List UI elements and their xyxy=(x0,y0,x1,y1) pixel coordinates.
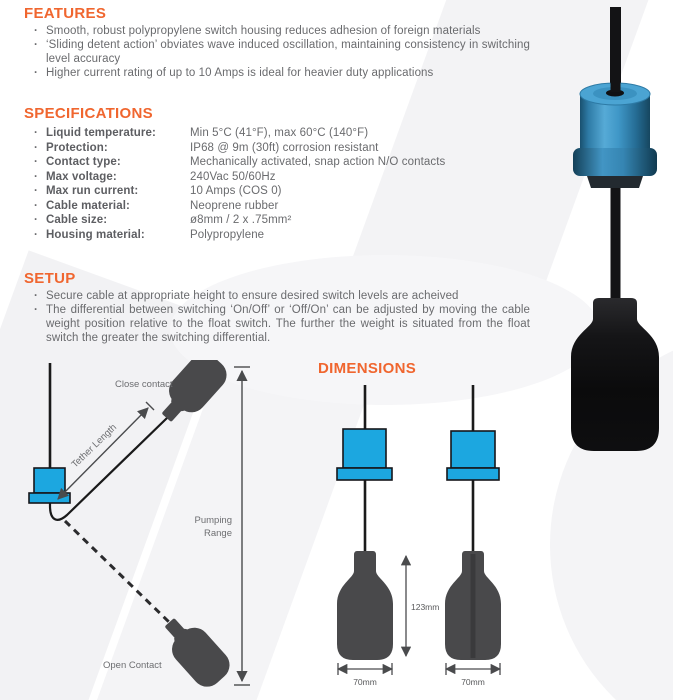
bullet-dot xyxy=(34,155,38,170)
bullet-dot xyxy=(34,126,38,141)
dimensions-diagram xyxy=(330,378,520,693)
spec-label: Housing material: xyxy=(46,228,145,241)
cable-weight xyxy=(29,468,70,503)
spec-label: Max run current: xyxy=(46,185,139,197)
setup-item: · Secure cable at appropriate height to ensure desired switch levels are acheived xyxy=(34,289,530,303)
specifications-list xyxy=(34,126,554,242)
spec-value: Mechanically activated, snap action N/O contacts xyxy=(190,156,446,168)
spec-row xyxy=(34,155,554,170)
cable-weight-flange xyxy=(29,493,70,503)
feature-item: · Smooth, robust polypropylene switch housing reduces adhesion of foreign materials xyxy=(34,24,530,38)
spec-row xyxy=(34,184,554,199)
width-dimension-label-right: 70mm xyxy=(461,677,485,687)
spec-row xyxy=(34,213,554,228)
tether-length-arrow xyxy=(58,408,148,499)
product-photo xyxy=(540,0,673,500)
spec-label: Max voltage: xyxy=(46,170,117,183)
feature-item: · Higher current rating of up to 10 Amps is ideal for heavier duty applications xyxy=(34,66,530,80)
pumping-range-label-line1: Pumping xyxy=(194,515,232,526)
features-heading: FEATURES xyxy=(24,5,107,22)
feature-item: · ‘Sliding detent action’ obviates wave induced oscillation, maintaining consistency in switching level accuracy xyxy=(34,38,530,66)
spec-value: 10 Amps (COS 0) xyxy=(190,185,282,197)
setup-section xyxy=(24,271,76,287)
spec-label: Cable material: xyxy=(46,199,130,212)
dimensions-heading: DIMENSIONS xyxy=(318,360,417,377)
cable-into-weight xyxy=(611,80,621,92)
cable-weight-render xyxy=(573,80,657,188)
cable-weight-body xyxy=(451,431,495,468)
features-list xyxy=(34,24,530,80)
spec-row xyxy=(34,141,554,156)
pumping-range-label-line2: Range xyxy=(204,528,232,539)
cable-weight-flange xyxy=(447,468,499,480)
setup-diagram xyxy=(20,360,260,695)
float-render-body xyxy=(571,298,659,451)
spec-label: Cable size: xyxy=(46,214,108,226)
bullet-dot xyxy=(34,141,38,156)
cable-mid xyxy=(611,186,621,302)
specifications-section xyxy=(24,106,153,122)
cable-weight-flange xyxy=(337,468,392,480)
spec-row xyxy=(34,228,554,243)
spec-label: Liquid temperature: xyxy=(46,127,156,139)
bullet-dot xyxy=(34,184,38,199)
spec-value: IP68 @ 9m (30ft) corrosion resistant xyxy=(190,141,379,154)
spec-label: Protection: xyxy=(46,141,108,154)
bullet-dot xyxy=(34,213,38,228)
setup-list xyxy=(34,289,530,345)
float-body-front xyxy=(337,551,393,660)
bullet-dot xyxy=(34,199,38,214)
spec-label: Contact type: xyxy=(46,156,121,168)
cable-weight-body xyxy=(34,468,65,493)
dimensions-section xyxy=(318,361,416,377)
spec-row xyxy=(34,199,554,214)
spec-value: Neoprene rubber xyxy=(190,199,279,212)
bullet-dot xyxy=(34,170,38,185)
weight-clamp xyxy=(587,176,643,188)
spec-value: Polypropylene xyxy=(190,228,265,241)
close-contact-label: Close contact xyxy=(115,379,173,390)
tether-length-label: Tether Length xyxy=(69,422,119,471)
width-dimension-label-left: 70mm xyxy=(353,677,377,687)
bullet-dot xyxy=(34,228,38,243)
spec-row xyxy=(34,170,554,185)
setup-item: · The differential between switching ‘On/Off’ or ‘Off/On’ can be adjusted by moving the cable weight position relative to the float switch. The further the weight is situated from the float switch the greater the switching differential. xyxy=(34,303,530,345)
setup-heading: SETUP xyxy=(24,270,76,287)
open-contact-label: Open Contact xyxy=(103,660,162,671)
spec-value: ø8mm / 2 x .75mm² xyxy=(190,214,292,226)
height-dimension-label: 123mm xyxy=(411,602,440,612)
weight-flange xyxy=(573,148,657,176)
spec-value: Min 5°C (41°F), max 60°C (140°F) xyxy=(190,127,369,139)
spec-row xyxy=(34,126,554,141)
cable-weight-body xyxy=(343,429,386,468)
features-section xyxy=(24,6,106,22)
spec-value: 240Vac 50/60Hz xyxy=(190,170,276,183)
tether-cable-dashed xyxy=(65,521,170,623)
specifications-heading: SPECIFICATIONS xyxy=(24,105,153,122)
